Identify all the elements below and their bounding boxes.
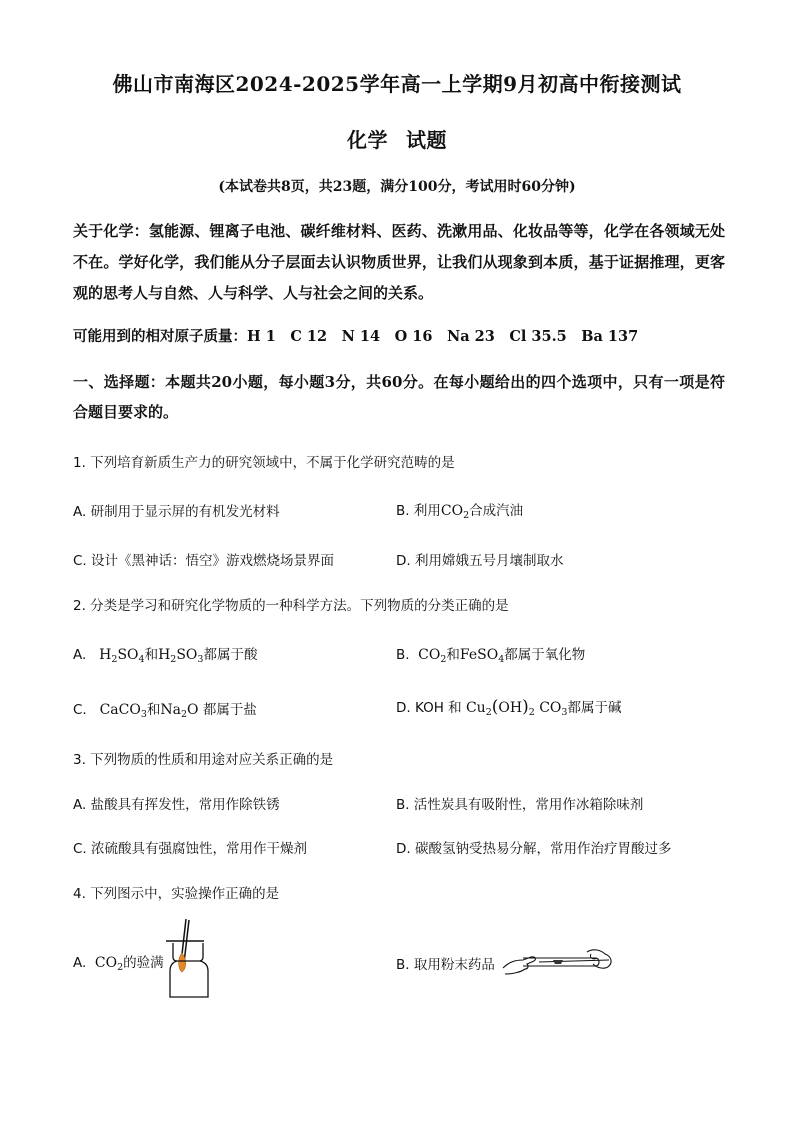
exam-subject-line [0, 124, 794, 153]
question-3-stem: 3. 下列物质的性质和用途对应关系正确的是 [73, 752, 334, 768]
question-2-option-b: B. $CO_2$和FeSO$_4$都属于氧化物 [396, 647, 586, 665]
question-3-option-b: B. 活性炭具有吸附性，常用作冰箱除味剂 [396, 797, 644, 813]
question-2-option-d: D. KOH 和 $Cu_2(OH)_2$ $CO_3$都属于碱 [396, 697, 622, 718]
question-2-option-a: A. $H_2SO_4$和$H_2SO_3$都属于酸 [73, 647, 258, 665]
question-4-option-b: B. 取用粉末药品 [396, 957, 495, 973]
exam-meta: (本试卷共8页，共23题，满分100分，考试用时60分钟) [218, 179, 576, 195]
question-1-option-b: B. 利用$CO_2$合成汽油 [396, 503, 524, 521]
section-heading: 一、选择题：本题共20小题，每小题3分，共60分。在每小题给出的四个选项中，只有一项是符合题目要求的。 [73, 373, 725, 421]
subject-label: 化学 [347, 128, 388, 152]
question-3-option-c: C. 浓硫酸具有强腐蚀性，常用作干燥剂 [73, 841, 308, 857]
question-1-option-d: D. 利用嫦娥五号月壤制取水 [396, 553, 564, 569]
question-3-option-a: A. 盐酸具有挥发性，常用作除铁锈 [73, 797, 280, 813]
question-4-option-a: A. $CO_2$的验满 [73, 955, 164, 973]
question-1-stem: 1. 下列培育新质生产力的研究领域中，不属于化学研究范畴的是 [73, 455, 455, 471]
question-1-option-c: C. 设计《黑神话：悟空》游戏燃烧场景界面 [73, 553, 335, 569]
intro-paragraph: 关于化学：氢能源、锂离子电池、碳纤维材料、医药、洗漱用品、化妆品等等，化学在各领域无处不在。学好化学，我们能从分子层面去认识物质世界，让我们从现象到本质，基于证据推理，更客观的思考人与自然、人与科学、人与社会之间的关系。 [73, 222, 725, 302]
atomic-mass-line: 可能用到的相对原子质量：H 1 C 12 N 14 O 16 Na 23 Cl 35.5 Ba 137 [73, 328, 639, 345]
subtitle-label: 试题 [406, 128, 447, 152]
question-4-stem: 4. 下列图示中，实验操作正确的是 [73, 886, 280, 902]
question-2-stem: 2. 分类是学习和研究化学物质的一种科学方法。下列物质的分类正确的是 [73, 598, 509, 614]
powder-sampling-illustration [501, 944, 615, 978]
co2-test-bottle-illustration [164, 917, 214, 1001]
question-1-option-a: A. 研制用于显示屏的有机发光材料 [73, 504, 280, 520]
question-2-option-c: C. CaCO$_3$和$Na_2O$ 都属于盐 [73, 702, 257, 720]
formula-co2: $CO_2$ [440, 503, 470, 521]
exam-title: 佛山市南海区2024-2025学年高一上学期9月初高中衔接测试 [112, 72, 682, 96]
question-3-option-d: D. 碳酸氢钠受热易分解，常用作治疗胃酸过多 [396, 841, 672, 857]
